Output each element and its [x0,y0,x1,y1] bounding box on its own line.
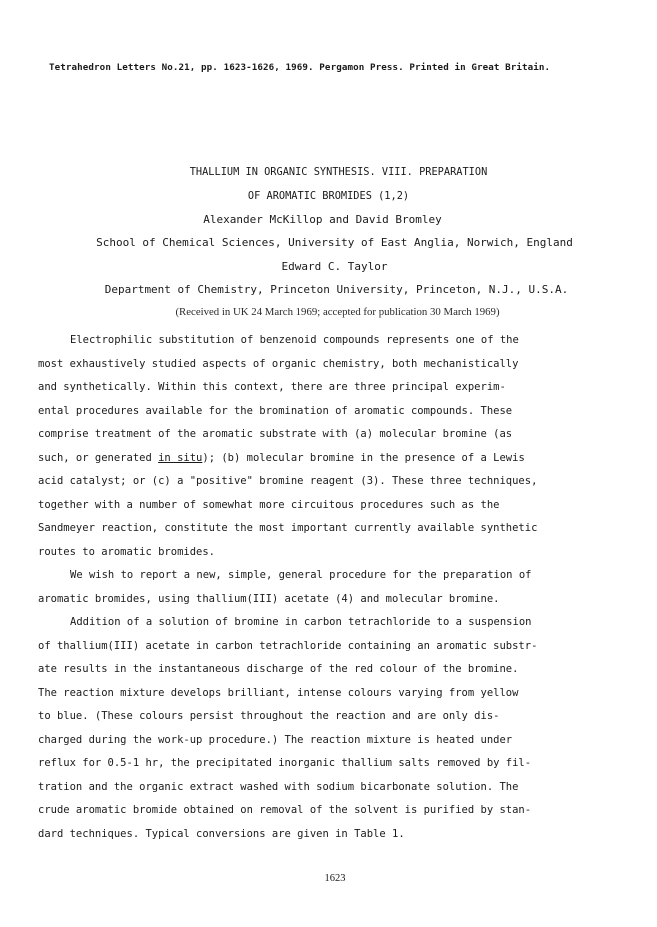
body-line: aromatic bromides, using thallium(III) acetate (4) and molecular bromine. [38,592,500,605]
body-line: crude aromatic bromide obtained on removal of the solvent is purified by stan- [38,804,532,816]
body-line: reflux for 0.5-1 hr, the precipitated inorganic thallium salts removed by fil- [38,757,532,769]
body-line: tration and the organic extract washed with sodium bicarbonate solution. The [38,780,519,793]
authors-secondary: Edward C. Taylor [281,260,388,273]
body-line: comprise treatment of the aromatic substrate with (a) molecular bromine (as [38,428,513,440]
title-line-2: OF AROMATIC BROMIDES (1,2) [247,190,410,202]
body-line: most exhaustively studied aspects of organic chemistry, both mechanistically [38,357,519,370]
article-body [38,329,613,846]
body-line: Addition of a solution of bromine in carbon tetrachloride to a suspension [70,616,532,628]
body-line: We wish to report a new, simple, general procedure for the preparation of [70,569,532,581]
title-line-1: THALLIUM IN ORGANIC SYNTHESIS. VIII. PREPARATION [189,166,488,178]
authors-primary: Alexander McKillop and David Bromley [203,213,442,226]
page-number: 1623 [324,873,346,884]
body-line-start: such, or generated [38,451,159,464]
body-line: acid catalyst; or (c) a "positive" bromine reagent (3). These three techniques, [38,475,538,487]
body-line-end: ); (b) molecular bromine in the presence of a Lewis [202,451,525,464]
body-line: ental procedures available for the bromination of aromatic compounds. These [38,404,513,417]
body-line [38,447,613,471]
affiliation-east-anglia: School of Chemical Sciences, University of East Anglia, Norwich, England [96,236,573,249]
body-line: together with a number of somewhat more circuitous procedures such as the [38,498,500,511]
body-line: ate results in the instantaneous discharge of the red colour of the bromine. [38,663,519,675]
body-line: and synthetically. Within this context, there are three principal experim- [38,381,506,393]
body-line: Electrophilic substitution of benzenoid compounds represents one of the [70,334,519,346]
received-note: (Received in UK 24 March 1969; accepted for publication 30 March 1969) [175,306,500,318]
body-line: of thallium(III) acetate in carbon tetrachloride containing an aromatic substr- [38,639,538,652]
journal-header: Tetrahedron Letters No.21, pp. 1623-1626, 1969. Pergamon Press. Printed in Great Britain. [49,62,551,73]
body-line: charged during the work-up procedure.) The reaction mixture is heated under [38,733,513,746]
body-line: The reaction mixture develops brilliant, intense colours varying from yellow [38,686,519,699]
body-line: dard techniques. Typical conversions are given in Table 1. [38,827,405,840]
body-line: to blue. (These colours persist throughout the reaction and are only dis- [38,710,500,722]
body-line: Sandmeyer reaction, constitute the most important currently available synthetic [38,522,538,534]
in-situ-underlined: in situ [158,451,203,464]
affiliation-princeton: Department of Chemistry, Princeton University, Princeton, N.J., U.S.A. [104,283,569,296]
body-line: routes to aromatic bromides. [38,545,216,558]
